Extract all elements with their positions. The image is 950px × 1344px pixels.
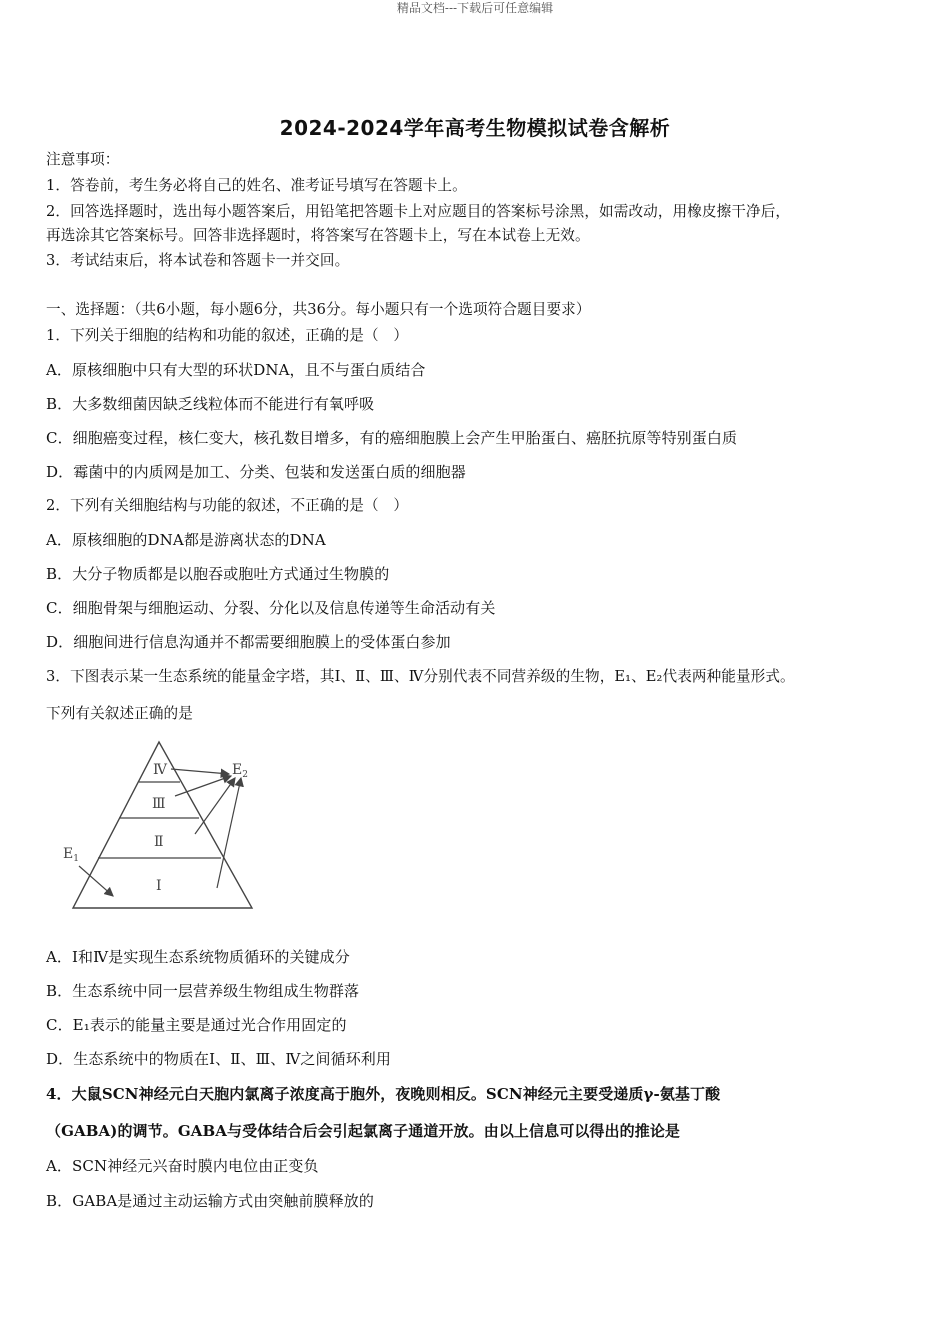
question-2-option-b: B．大分子物质都是以胞吞或胞吐方式通过生物膜的 bbox=[46, 565, 390, 583]
level-label-ii: Ⅱ bbox=[154, 834, 164, 850]
notice-line: 再选涂其它答案标号。回答非选择题时，将答案写在答题卡上，写在本试卷上无效。 bbox=[46, 227, 590, 244]
level-label-iv: Ⅳ bbox=[153, 762, 167, 778]
question-1-option-c: C．细胞癌变过程，核仁变大，核孔数目增多，有的癌细胞膜上会产生甲胎蛋白、癌胚抗原等特别蛋白质 bbox=[46, 429, 738, 447]
energy-pyramid-figure bbox=[55, 738, 285, 918]
e2-subscript: 2 bbox=[242, 770, 248, 780]
question-3-option-a: A．Ⅰ和Ⅳ是实现生态系统物质循环的关键成分 bbox=[46, 948, 350, 966]
question-4-stem-line2: （GABA)的调节。GABA与受体结合后会引起氯离子通道开放。由以上信息可以得出的推论是 bbox=[46, 1122, 681, 1140]
level-label-i: Ⅰ bbox=[156, 878, 162, 894]
question-2-option-d: D．细胞间进行信息沟通并不都需要细胞膜上的受体蛋白参加 bbox=[46, 633, 451, 651]
e2-letter: E bbox=[232, 762, 243, 778]
question-3-option-c: C．E₁表示的能量主要是通过光合作用固定的 bbox=[46, 1016, 347, 1034]
question-1-option-a: A．原核细胞中只有大型的环状DNA，且不与蛋白质结合 bbox=[46, 361, 426, 379]
e2-label bbox=[232, 762, 248, 780]
question-1-option-b: B．大多数细菌因缺乏线粒体而不能进行有氧呼吸 bbox=[46, 395, 375, 413]
e1-label bbox=[63, 846, 79, 864]
question-3-stem-line1: 3．下图表示某一生态系统的能量金字塔，其Ⅰ、Ⅱ、Ⅲ、Ⅳ分别代表不同营养级的生物，E₁、E₂代表两种能量形式。 bbox=[46, 668, 795, 685]
notice-line: 3．考试结束后，将本试卷和答题卡一并交回。 bbox=[46, 252, 350, 269]
page-header-watermark: 精品文档---下载后可任意编辑 bbox=[396, 1, 554, 15]
question-1-stem: 1．下列关于细胞的结构和功能的叙述，正确的是（ ） bbox=[46, 327, 409, 344]
question-3-option-b: B．生态系统中同一层营养级生物组成生物群落 bbox=[46, 982, 360, 1000]
question-2-option-c: C．细胞骨架与细胞运动、分裂、分化以及信息传递等生命活动有关 bbox=[46, 599, 496, 617]
e1-subscript: 1 bbox=[73, 854, 79, 864]
arrow-iv-to-e2 bbox=[171, 769, 229, 774]
question-4-stem-line1: 4．大鼠SCN神经元白天胞内氯离子浓度高于胞外，夜晚则相反。SCN神经元主要受递质γ-氨基丁酸 bbox=[46, 1085, 721, 1103]
arrow-i-to-e2 bbox=[217, 778, 241, 888]
question-3-option-d: D．生态系统中的物质在Ⅰ、Ⅱ、Ⅲ、Ⅳ之间循环利用 bbox=[46, 1050, 391, 1068]
question-4-option-a: A．SCN神经元兴奋时膜内电位由正变负 bbox=[46, 1157, 319, 1175]
question-3-stem-line2: 下列有关叙述正确的是 bbox=[46, 705, 193, 722]
page-title: 2024-2024学年高考生物模拟试卷含解析 bbox=[279, 116, 671, 140]
arrow-e1-to-i bbox=[79, 866, 113, 896]
question-2-stem: 2．下列有关细胞结构与功能的叙述，不正确的是（ ） bbox=[46, 497, 409, 514]
notice-heading: 注意事项： bbox=[46, 151, 120, 168]
section-heading: 一、选择题：（共6小题，每小题6分，共36分。每小题只有一个选项符合题目要求） bbox=[46, 301, 591, 318]
notice-line: 2．回答选择题时，选出每小题答案后，用铅笔把答题卡上对应题目的答案标号涂黑，如需改动，用橡皮擦干净后， bbox=[46, 203, 791, 220]
notice-line: 1．答卷前，考生务必将自己的姓名、准考证号填写在答题卡上。 bbox=[46, 177, 467, 194]
question-1-option-d: D．霉菌中的内质网是加工、分类、包装和发送蛋白质的细胞器 bbox=[46, 463, 466, 481]
level-label-iii: Ⅲ bbox=[152, 796, 166, 812]
e1-letter: E bbox=[63, 846, 74, 862]
question-4-option-b: B．GABA是通过主动运输方式由突触前膜释放的 bbox=[46, 1192, 374, 1210]
question-2-option-a: A．原核细胞的DNA都是游离状态的DNA bbox=[46, 531, 326, 549]
